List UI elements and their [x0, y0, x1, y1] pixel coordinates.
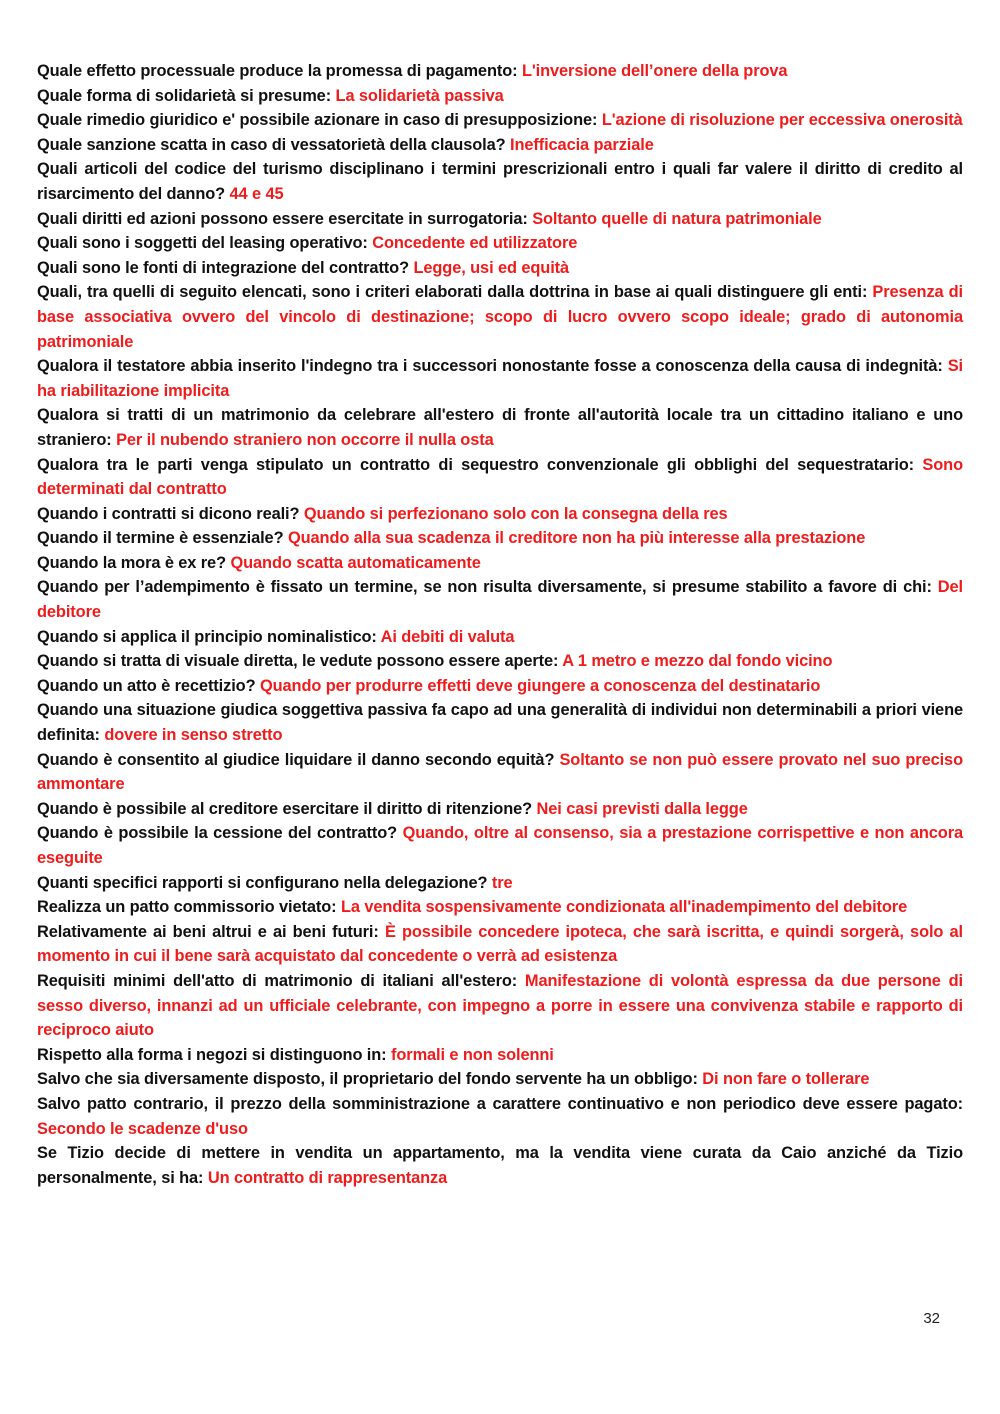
question-text: Salvo patto contrario, il prezzo della somministrazione a carattere continuativo e non periodico deve essere pagato: — [37, 1094, 963, 1113]
answer-text: Si ha riabilitazione implicita — [37, 357, 963, 400]
answer-text: Secondo le scadenze d'uso — [37, 1119, 248, 1138]
answer-text: Ai debiti di valuta — [380, 627, 515, 646]
qa-item — [37, 551, 963, 576]
question-text: Quando una situazione giudica soggettiva passiva fa capo ad una generalità di individui non determinabili a priori viene definita: — [37, 701, 963, 745]
question-text: Qualora si tratti di un matrimonio da celebrare all'estero di fronte all'autorità locale tra un cittadino italiano e uno straniero: — [37, 406, 963, 449]
answer-text: La vendita sospensivamente condizionata all'inadempimento del debitore — [340, 898, 908, 917]
qa-item — [37, 748, 963, 797]
question-text: Salvo che sia diversamente disposto, il proprietario del fondo servente ha un obbligo: — [37, 1070, 698, 1089]
question-text: Quale sanzione scatta in caso di vessatorietà della clausola? — [37, 135, 506, 154]
answer-text: Manifestazione di volontà espressa da due persone di sesso diverso, innanzi ad un ufficiale celebrante, con impegno a porre in essere una convivenza stabile e rapporto di reciproco aiuto — [37, 971, 963, 1040]
answer-text: formali e non solenni — [391, 1045, 554, 1064]
qa-item — [37, 403, 963, 452]
question-text: Quando si applica il principio nominalistico: — [37, 627, 377, 646]
qa-item — [37, 895, 963, 920]
qa-item — [37, 108, 963, 133]
qa-item — [37, 821, 963, 870]
answer-text: Legge, usi ed equità — [413, 258, 570, 277]
qa-list — [37, 59, 963, 1190]
qa-item — [37, 354, 963, 403]
qa-item — [37, 625, 963, 650]
answer-text: Presenza di base associativa ovvero del vincolo di destinazione; scopo di lucro ovvero scopo ideale; grado di autonomia patrimoniale — [37, 283, 963, 351]
qa-item — [37, 871, 963, 896]
answer-text: Concedente ed utilizzatore — [372, 234, 578, 253]
qa-item — [37, 231, 963, 256]
answer-text: tre — [491, 873, 513, 892]
qa-item — [37, 280, 963, 354]
qa-item — [37, 133, 963, 158]
question-text: Quali sono i soggetti del leasing operativo: — [37, 234, 368, 253]
qa-item — [37, 207, 963, 232]
qa-item — [37, 1067, 963, 1092]
answer-text: Un contratto di rappresentanza — [207, 1168, 448, 1187]
qa-item — [37, 453, 963, 502]
question-text: Qualora il testatore abbia inserito l'indegno tra i successori nonostante fosse a conoscenza della causa di indegnità: — [37, 357, 943, 376]
qa-item — [37, 575, 963, 624]
answer-text: Inefficacia parziale — [509, 135, 654, 154]
question-text: Quando è possibile la cessione del contratto? — [37, 824, 398, 843]
answer-text: Quando, oltre al consenso, sia a prestazione corrispettive e non ancora eseguite — [37, 824, 963, 867]
answer-text: La solidarietà passiva — [335, 86, 504, 105]
question-text: Relativamente ai beni altrui e ai beni futuri: — [37, 922, 379, 941]
answer-text: A 1 metro e mezzo dal fondo vicino — [562, 652, 833, 671]
qa-item — [37, 1092, 963, 1141]
question-text: Quale forma di solidarietà si presume: — [37, 86, 332, 105]
question-text: Quando il termine è essenziale? — [37, 529, 284, 548]
answer-text: Soltanto se non può essere provato nel suo preciso ammontare — [37, 750, 963, 794]
qa-item — [37, 1141, 963, 1190]
qa-item — [37, 502, 963, 527]
qa-item — [37, 526, 963, 551]
question-text: Quando per l’adempimento è fissato un termine, se non risulta diversamente, si presume stabilito a favore di chi: — [37, 578, 932, 597]
answer-text: Per il nubendo straniero non occorre il nulla osta — [116, 430, 494, 449]
qa-item — [37, 59, 963, 84]
question-text: Se Tizio decide di mettere in vendita un appartamento, ma la vendita viene curata da Caio anziché da Tizio personalmente, si ha: — [37, 1144, 963, 1187]
qa-item — [37, 797, 963, 822]
answer-text: Del debitore — [37, 578, 963, 622]
qa-item — [37, 1043, 963, 1068]
question-text: Quando i contratti si dicono reali? — [37, 504, 300, 523]
qa-item — [37, 674, 963, 699]
qa-item — [37, 84, 963, 109]
question-text: Quando la mora è ex re? — [37, 553, 226, 572]
question-text: Quando si tratta di visuale diretta, le vedute possono essere aperte: — [37, 652, 559, 671]
answer-text: Quando per produrre effetti deve giungere a conoscenza del destinatario — [259, 676, 821, 695]
answer-text: dovere in senso stretto — [104, 726, 283, 745]
question-text: Requisiti minimi dell'atto di matrimonio di italiani all'estero: — [37, 971, 518, 990]
question-text: Quali diritti ed azioni possono essere esercitate in surrogatoria: — [37, 209, 528, 228]
question-text: Quando è consentito al giudice liquidare il danno secondo equità? — [37, 750, 555, 769]
answer-text: Soltanto quelle di natura patrimoniale — [532, 209, 822, 228]
answer-text: Quando si perfezionano solo con la consegna della res — [303, 504, 728, 523]
qa-item — [37, 920, 963, 969]
qa-item — [37, 698, 963, 747]
answer-text: 44 e 45 — [229, 184, 284, 203]
question-text: Quale effetto processuale produce la promessa di pagamento: — [37, 62, 518, 80]
answer-text: Di non fare o tollerare — [702, 1070, 870, 1089]
question-text: Realizza un patto commissorio vietato: — [37, 898, 337, 917]
qa-item — [37, 969, 963, 1043]
answer-text: L'azione di risoluzione per eccessiva onerosità — [601, 111, 963, 130]
qa-item — [37, 157, 963, 206]
answer-text: Quando scatta automaticamente — [230, 553, 481, 572]
question-text: Quali, tra quelli di seguito elencati, sono i criteri elaborati dalla dottrina in base ai quali distinguere gli enti: — [37, 283, 868, 302]
qa-item — [37, 649, 963, 674]
question-text: Quale rimedio giuridico e' possibile azionare in caso di presupposizione: — [37, 111, 598, 130]
question-text: Quando un atto è recettizio? — [37, 676, 256, 695]
question-text: Quanti specifici rapporti si configurano nella delegazione? — [37, 873, 488, 892]
answer-text: L'inversione dell’onere della prova — [521, 62, 788, 80]
question-text: Rispetto alla forma i negozi si distinguono in: — [37, 1045, 387, 1064]
answer-text: Quando alla sua scadenza il creditore non ha più interesse alla prestazione — [287, 529, 866, 548]
question-text: Quali articoli del codice del turismo disciplinano i termini prescrizionali entro i quali far valere il diritto di credito al risarcimento del danno? — [37, 160, 963, 203]
page-number: 32 — [923, 1310, 940, 1327]
question-text: Qualora tra le parti venga stipulato un contratto di sequestro convenzionale gli obblighi del sequestratario: — [37, 455, 915, 474]
answer-text: Sono determinati dal contratto — [37, 455, 963, 499]
answer-text: Nei casi previsti dalla legge — [536, 799, 748, 818]
qa-item — [37, 256, 963, 281]
answer-text: È possibile concedere ipoteca, che sarà iscritta, e quindi sorgerà, solo al momento in cui il bene sarà acquistato dal concedente o verrà ad esistenza — [37, 922, 963, 966]
question-text: Quali sono le fonti di integrazione del contratto? — [37, 258, 409, 277]
question-text: Quando è possibile al creditore esercitare il diritto di ritenzione? — [37, 799, 533, 818]
